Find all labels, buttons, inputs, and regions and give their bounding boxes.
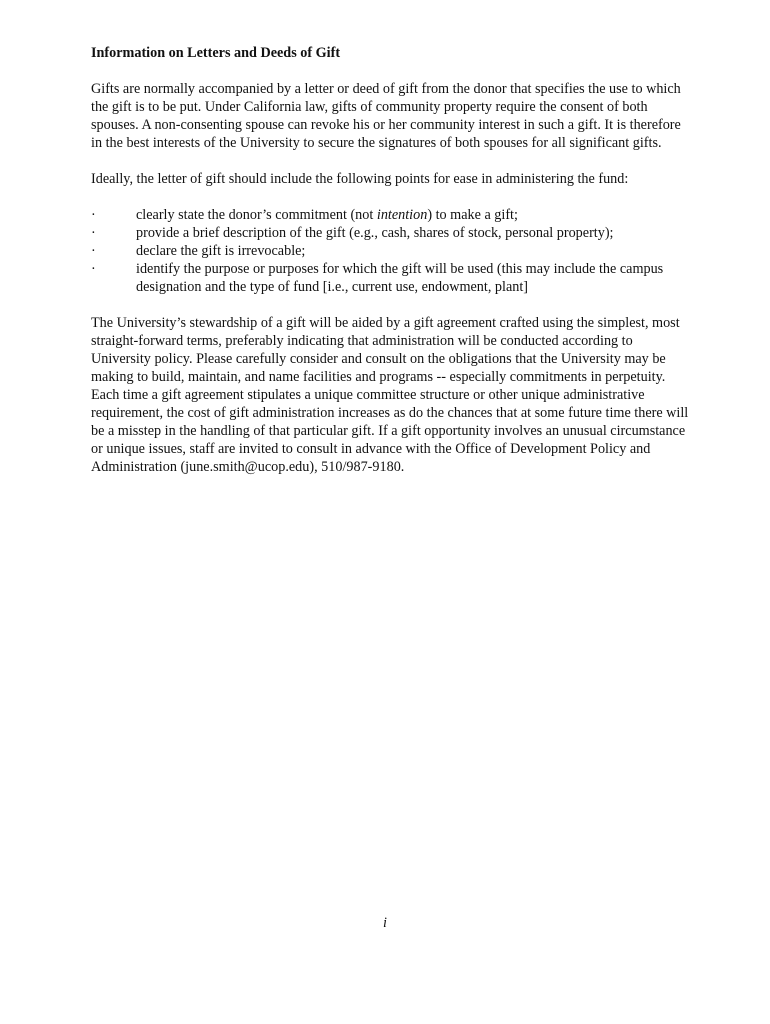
bullet-text: provide a brief description of the gift (e.g., cash, shares of stock, personal property);	[136, 225, 614, 241]
document-title: Information on Letters and Deeds of Gift	[91, 45, 341, 61]
list-item	[91, 206, 691, 224]
intro-paragraph: Gifts are normally accompanied by a letter or deed of gift from the donor that specifies the use to which the gift is to be put. Under California law, gifts of community property require the consent of both spouses. A non-consenting spouse can revoke his or her community interest in such a gift. It is therefore in the best interests of the University to secure the signatures of both spouses for all significant gifts.	[91, 81, 681, 151]
letter-points-list	[91, 206, 691, 296]
list-item	[91, 242, 691, 260]
bullet-marker: ·	[91, 243, 96, 259]
bullet-text-part: ) to make a gift;	[427, 207, 518, 223]
stewardship-paragraph: The University’s stewardship of a gift will be aided by a gift agreement crafted using the simplest, most straight-forward terms, preferably indicating that administration will be conducted according to University policy. Please carefully consider and consult on the obligations that the University may be making to build, maintain, and name facilities and programs -- especially commitments in perpetuity. Each time a gift agreement stipulates a unique committee structure or other unique administrative requirement, the cost of gift administration increases as do the chances that at some future time there will be a misstep in the handling of that particular gift. If a gift opportunity involves an unusual circumstance or unique issues, staff are invited to consult in advance with the Office of Development Policy and Administration (june.smith@ucop.edu), 510/987-9180.	[91, 315, 689, 475]
list-item	[91, 260, 691, 296]
bullet-marker: ·	[91, 225, 96, 241]
bullet-text-part: clearly state the donor’s commitment (not	[136, 207, 377, 223]
bullet-text: identify the purpose or purposes for which the gift will be used (this may include the campus designation and the type of fund [i.e., current use, endowment, plant]	[136, 261, 664, 295]
bullet-emphasis: intention	[376, 207, 428, 223]
bullet-marker: ·	[91, 261, 96, 277]
page-number: i	[383, 915, 387, 931]
document-body	[91, 44, 691, 494]
points-intro-paragraph: Ideally, the letter of gift should include the following points for ease in administering the fund:	[91, 171, 629, 187]
list-item	[91, 224, 691, 242]
bullet-marker: ·	[91, 207, 96, 223]
bullet-text: declare the gift is irrevocable;	[136, 243, 306, 259]
